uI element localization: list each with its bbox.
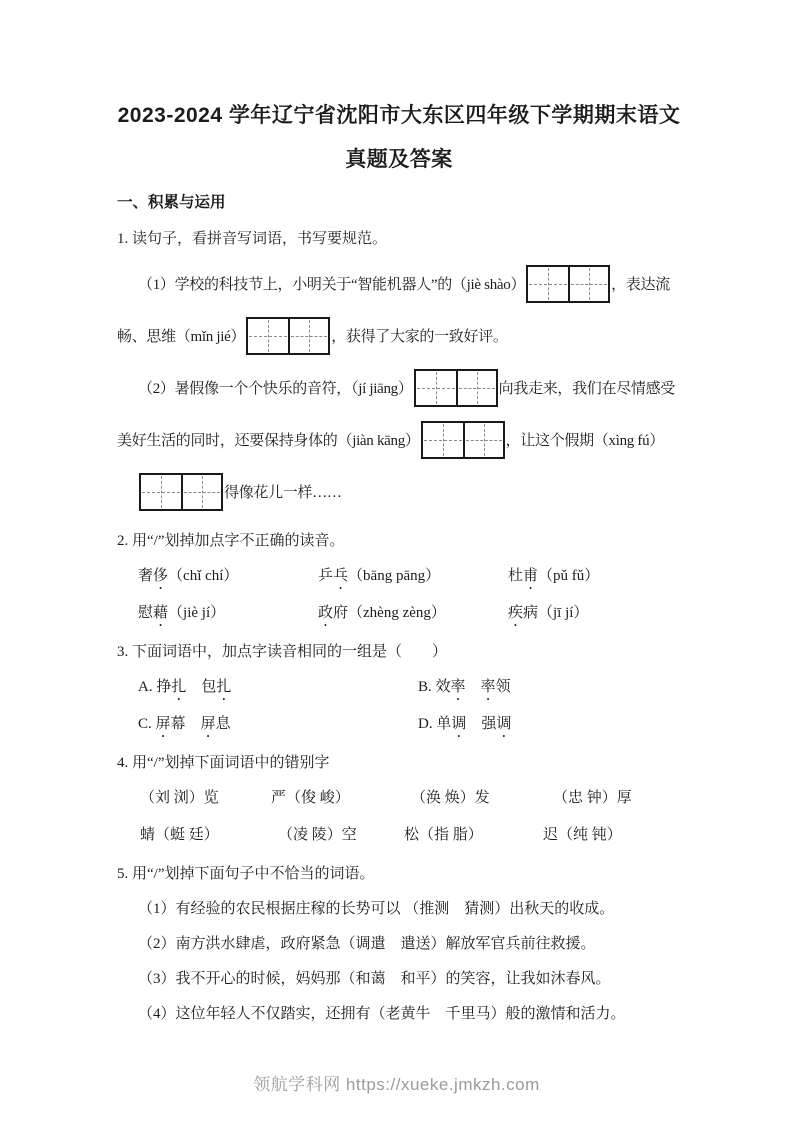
grid-cell	[456, 371, 496, 405]
q1-sentence-2-line-3	[117, 473, 681, 511]
q2-row-2	[117, 601, 681, 627]
q4-word-item: 松（指 脂）	[404, 827, 483, 843]
q5-sentence-1: （1）有经验的农民根据庄稼的长势可以 （推测 猜测）出秋天的收成。	[138, 901, 615, 917]
q4-word-item: （忠 钟）厚	[553, 790, 632, 806]
q4-word-item: （涣 焕）发	[411, 790, 490, 806]
grid-cell	[463, 423, 503, 457]
grid-cell	[423, 423, 463, 457]
grid-cell	[248, 319, 288, 353]
pinyin-writing-grid	[421, 421, 505, 459]
emphasized-char: 乓	[333, 568, 349, 584]
q1-sentence-2-line-2	[117, 421, 681, 459]
q2-word-item: 杜甫（pǔ fǔ）	[508, 564, 599, 588]
emphasized-char: 调	[451, 716, 467, 732]
grid-cell	[416, 371, 456, 405]
pinyin-writing-grid	[246, 317, 330, 355]
q2-word-item: 疾病（jī jí）	[508, 601, 588, 625]
q1-line2-text: 畅、思维（mǐn jié）	[117, 329, 246, 345]
q5-stem: 5. 用“/”划掉下面句子中不恰当的词语。	[117, 866, 375, 882]
q5-sentence-2: （2）南方洪水肆虐，政府紧急（调遣 遣送）解放军官兵前往救援。	[138, 936, 596, 952]
emphasized-char: 调	[496, 716, 512, 732]
q3-option-b: B. 效率 率领	[418, 675, 511, 699]
q4-word-item: 蜻（蜓 廷）	[140, 827, 219, 843]
emphasized-char: 疾	[508, 605, 524, 621]
emphasized-char: 侈	[153, 568, 169, 584]
q1-line4-text-after: ，让这个假期（xìng fú）	[505, 433, 665, 449]
q3-option-c: C. 屏幕 屏息	[138, 712, 231, 736]
exam-title-line1: 2023-2024 学年辽宁省沈阳市大东区四年级下学期期末语文	[117, 104, 681, 127]
q4-word-item: 迟（纯 钝）	[543, 827, 622, 843]
q3-options-row-1	[117, 675, 681, 701]
grid-cell	[288, 319, 328, 353]
emphasized-char: 率	[450, 679, 466, 695]
section-heading: 一、积累与运用	[117, 194, 226, 211]
q3-options-row-2	[117, 712, 681, 738]
grid-cell	[528, 267, 568, 301]
q2-stem: 2. 用“/”划掉加点字不正确的读音。	[117, 533, 345, 549]
q2-row-1	[117, 564, 681, 590]
grid-cell	[181, 475, 221, 509]
exam-title	[117, 94, 681, 182]
q1-line1-text-after: ，表达流	[611, 277, 670, 293]
q1-line5-text: 得像花儿一样……	[224, 485, 342, 501]
q3-option-d: D. 单调 强调	[418, 712, 511, 736]
q2-word-item: 奢侈（chǐ chí）	[138, 564, 238, 588]
emphasized-char: 扎	[216, 679, 232, 695]
q1-line3-text-after: 向我走来，我们在尽情感受	[498, 381, 675, 397]
q4-word-item: 严（俊 峻）	[271, 790, 350, 806]
emphasized-char: 屏	[200, 716, 216, 732]
q1-sentence-1-line-1	[117, 265, 681, 303]
grid-cell	[568, 267, 608, 301]
pinyin-writing-grid	[526, 265, 610, 303]
q3-stem: 3. 下面词语中，加点字读音相同的一组是（ ）	[117, 644, 448, 660]
emphasized-char: 甫	[523, 568, 539, 584]
q1-stem: 1. 读句子，看拼音写词语，书写要规范。	[117, 231, 388, 247]
q4-row-2	[117, 823, 681, 849]
grid-cell	[141, 475, 181, 509]
q1-sentence-1-line-2	[117, 317, 681, 355]
q2-word-item: 慰藉（jiè jí）	[138, 601, 225, 625]
pinyin-writing-grid	[139, 473, 223, 511]
q1-line1-text: （1）学校的科技节上，小明关于“智能机器人”的（jiè shào）	[138, 277, 526, 293]
q1-line3-text: （2）暑假像一个个快乐的音符，（jí jiāng）	[138, 381, 413, 397]
q2-word-item: 乒乓（bāng pāng）	[318, 564, 440, 588]
q1-sentence-2-line-1	[117, 369, 681, 407]
q1-line4-text: 美好生活的同时，还要保持身体的（jiàn kāng）	[117, 433, 420, 449]
q5-sentence-3: （3）我不开心的时候，妈妈那（和蔼 和平）的笑容，让我如沐春风。	[138, 971, 611, 987]
emphasized-char: 藉	[153, 605, 169, 621]
q5-sentence-4: （4）这位年轻人不仅踏实，还拥有（老黄牛 千里马）般的激情和活力。	[138, 1006, 626, 1022]
q4-word-item: （凌 陵）空	[278, 827, 357, 843]
emphasized-char: 率	[480, 679, 496, 695]
emphasized-char: 屏	[155, 716, 171, 732]
footer-watermark: 领航学科网 https://xueke.jmkzh.com	[253, 1075, 540, 1094]
q4-stem: 4. 用“/”划掉下面词语中的错别字	[117, 755, 330, 771]
q4-row-1	[117, 786, 681, 812]
emphasized-char: 扎	[171, 679, 187, 695]
q4-word-item: （刘 浏）览	[140, 790, 219, 806]
exam-title-line2: 真题及答案	[345, 148, 453, 171]
pinyin-writing-grid	[414, 369, 498, 407]
emphasized-char: 政	[318, 605, 334, 621]
q1-line2-text-after: ，获得了大家的一致好评。	[331, 329, 508, 345]
q3-option-a: A. 挣扎 包扎	[138, 675, 231, 699]
q2-word-item: 政府（zhèng zèng）	[318, 601, 446, 625]
